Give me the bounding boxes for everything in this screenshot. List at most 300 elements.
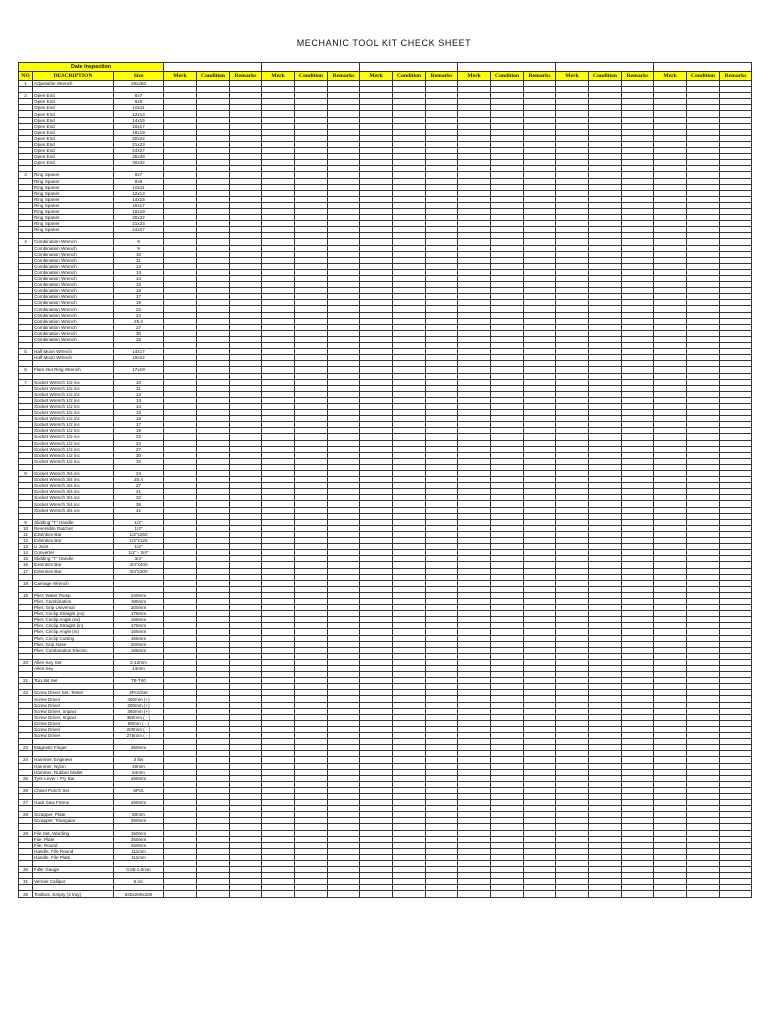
cell-description: Scrapper, Plate: [33, 812, 114, 818]
cell-description: Socket Wrench 1/2 inc: [33, 403, 114, 409]
cell-description: Flare Nut Ring Wrench: [33, 367, 114, 373]
cell-size: 25.4: [114, 477, 164, 483]
cell-description: Tyre Lever / Pry Bar: [33, 775, 114, 781]
cell-size: 30x32: [114, 160, 164, 166]
cell-size: 30: [114, 330, 164, 336]
cell-size: 14x15: [114, 117, 164, 123]
cell-description: Screw Driver: [33, 720, 114, 726]
cell-description: File Set, Warding: [33, 830, 114, 836]
col-header-condition: Condition: [589, 72, 622, 81]
cell-size: 11: [114, 257, 164, 263]
cell-description: Plier, Circlip Straight (ex): [33, 611, 114, 617]
cell-size: 3/4"x200: [114, 568, 164, 574]
cell-size: 12x13: [114, 111, 164, 117]
cell-description: Open End: [33, 154, 114, 160]
cell-no: 3: [19, 172, 33, 178]
cell-no: 27: [19, 800, 33, 806]
col-header-remarks: Remarks: [328, 72, 360, 81]
cell-size: 200mm (+): [114, 702, 164, 708]
cell-size: 8x9: [114, 99, 164, 105]
cell-remarks-entry[interactable]: [230, 891, 262, 897]
cell-description: Socket Wrench 1/2 inc: [33, 397, 114, 403]
cell-merk-entry[interactable]: [654, 891, 687, 897]
cell-description: Combination Wrench: [33, 257, 114, 263]
cell-size: 185mm: [114, 598, 164, 604]
cell-remarks-entry[interactable]: [720, 891, 752, 897]
cell-size: 3 lbs: [114, 757, 164, 763]
col-header-condition: Condition: [295, 72, 328, 81]
cell-size: 6 inc: [114, 879, 164, 885]
date-inspection-field[interactable]: [556, 63, 654, 72]
cell-description: Ring Spaner: [33, 215, 114, 221]
cell-description: Combination Wrench: [33, 288, 114, 294]
cell-description: Converter: [33, 550, 114, 556]
cell-size: 1/2" - 3/4": [114, 550, 164, 556]
cell-size: 3/4": [114, 556, 164, 562]
cell-description: Combination Wrench: [33, 336, 114, 342]
cell-description: Combination Wrench: [33, 324, 114, 330]
cell-size: 14x15: [114, 196, 164, 202]
cell-size: 11: [114, 385, 164, 391]
cell-size: 18x19: [114, 208, 164, 214]
cell-merk-entry[interactable]: [262, 891, 295, 897]
cell-description: Open End: [33, 93, 114, 99]
cell-size: 50mm: [114, 812, 164, 818]
cell-size: 2Pcs/Set: [114, 690, 164, 696]
cell-description: Socket Wrench 1/2 inc: [33, 428, 114, 434]
cell-description: Combination Wrench: [33, 318, 114, 324]
cell-size: 200mm: [114, 641, 164, 647]
cell-description: Plier, Combination: [33, 598, 114, 604]
col-header-condition: Condition: [197, 72, 230, 81]
cell-size: 16: [114, 416, 164, 422]
cell-size: 28x250: [114, 81, 164, 87]
cell-size: 14mm: [114, 666, 164, 672]
col-header-merk: Merk: [262, 72, 295, 81]
cell-description: Open End: [33, 148, 114, 154]
cell-no: 10: [19, 525, 33, 531]
cell-no: 2: [19, 93, 33, 99]
cell-size: 24: [114, 440, 164, 446]
cell-description: Plier, Water Pump: [33, 592, 114, 598]
cell-size: 12x13: [114, 190, 164, 196]
col-header-no: NO: [19, 72, 33, 81]
cell-description: Adjustable Wrench: [33, 81, 114, 87]
cell-size: 2-12mm: [114, 659, 164, 665]
col-header-condition: Condition: [687, 72, 720, 81]
cell-description: Plier, Circlip Cutting: [33, 635, 114, 641]
cell-size: 24x27: [114, 148, 164, 154]
cell-condition-entry[interactable]: [197, 891, 230, 897]
date-inspection-field[interactable]: [262, 63, 360, 72]
cell-description: Combination Wrench: [33, 306, 114, 312]
cell-size: 1/2": [114, 544, 164, 550]
cell-description: U Joint: [33, 544, 114, 550]
cell-description: Half Moon Wrench: [33, 355, 114, 361]
cell-size: 22: [114, 306, 164, 312]
cell-description: Combination Wrench: [33, 263, 114, 269]
cell-description: Screw Driver: [33, 696, 114, 702]
col-header-merk: Merk: [458, 72, 491, 81]
col-header-remarks: Remarks: [720, 72, 752, 81]
cell-description: Plier, Grip Nose: [33, 641, 114, 647]
cell-condition-entry[interactable]: [491, 891, 524, 897]
date-inspection-label: Date Inspection: [19, 63, 164, 72]
cell-size: 24: [114, 312, 164, 318]
col-header-description: DESCRIPTION: [33, 72, 114, 81]
cell-no: 14: [19, 550, 33, 556]
cell-description: Socket Wrench 3/4 inc: [33, 507, 114, 513]
cell-description: Slidding "T" Handle: [33, 519, 114, 525]
cell-condition-entry[interactable]: [393, 891, 426, 897]
cell-description: Hammer, Nylon: [33, 763, 114, 769]
cell-description: Screw Driver Set, Tester: [33, 690, 114, 696]
cell-description: Socket Wrench 1/2 inc: [33, 458, 114, 464]
cell-description: Combination Wrench: [33, 300, 114, 306]
cell-size: 175mm: [114, 623, 164, 629]
cell-merk-entry[interactable]: [556, 891, 589, 897]
cell-size: 32: [114, 336, 164, 342]
cell-size: 8x9: [114, 178, 164, 184]
cell-size: 175mm: [114, 611, 164, 617]
cell-size: 10x11: [114, 184, 164, 190]
cell-no: 23: [19, 745, 33, 751]
cell-description: Extention Bar: [33, 562, 114, 568]
cell-size: 16x17: [114, 123, 164, 129]
cell-size: 6x7: [114, 93, 164, 99]
cell-description: Open End: [33, 129, 114, 135]
cell-size: 111mm: [114, 854, 164, 860]
cell-description: Filler Gauge: [33, 867, 114, 873]
cell-description: Plier, Combination Electric: [33, 647, 114, 653]
cell-description: Combination Wrench: [33, 312, 114, 318]
cell-description: Plier, Circlip Angle (ex): [33, 617, 114, 623]
cell-size: 165mm: [114, 617, 164, 623]
cell-size: 8: [114, 239, 164, 245]
cell-no: 28: [19, 812, 33, 818]
cell-size: 24: [114, 471, 164, 477]
cell-size: 450mm: [114, 775, 164, 781]
table-row: [19, 891, 752, 897]
cell-description: Ring Spaner: [33, 184, 114, 190]
cell-size: 111mm: [114, 848, 164, 854]
cell-size: 17: [114, 422, 164, 428]
cell-description: Ring Spaner: [33, 178, 114, 184]
cell-no: 8: [19, 471, 33, 477]
cell-size: 24x27: [114, 227, 164, 233]
cell-description: Extention Bar: [33, 568, 114, 574]
cell-size: 16: [114, 288, 164, 294]
cell-description: Socket Wrench 1/2 inc: [33, 434, 114, 440]
cell-description: Open End: [33, 111, 114, 117]
cell-size: 22: [114, 434, 164, 440]
col-header-size: Size: [114, 72, 164, 81]
header-row-columns: [19, 72, 752, 81]
cell-description: File, Plate: [33, 836, 114, 842]
cell-description: Open End: [33, 141, 114, 147]
cell-size: 250mm: [114, 836, 164, 842]
cell-description: Carriage Wrench: [33, 580, 114, 586]
cell-no: 21: [19, 678, 33, 684]
cell-description: Socket Wrench 1/2 inc: [33, 379, 114, 385]
cell-no: 17: [19, 568, 33, 574]
cell-description: Ring Spaner: [33, 172, 114, 178]
cell-description: Extention Bar: [33, 531, 114, 537]
cell-description: Open End: [33, 123, 114, 129]
cell-size: 21x23: [114, 221, 164, 227]
cell-description: Socket Wrench 1/2 inc: [33, 446, 114, 452]
cell-description: Allen Key: [33, 666, 114, 672]
cell-no: 32: [19, 891, 33, 897]
cell-size: 275mm ( - ): [114, 733, 164, 739]
cell-description: Open End: [33, 105, 114, 111]
cell-size: 1/2": [114, 525, 164, 531]
cell-description: Open End: [33, 117, 114, 123]
cell-description: Handle, File Round: [33, 848, 114, 854]
cell-no: 20: [19, 659, 33, 665]
cell-description: Hack Saw Frame: [33, 800, 114, 806]
cell-description: Socket Wrench 3/4 inc: [33, 471, 114, 477]
cell-description: Toolbox, Empty (3 tray): [33, 891, 114, 897]
cell-description: Slidding "T" Handle: [33, 556, 114, 562]
date-inspection-field[interactable]: [164, 63, 262, 72]
cell-size: 17: [114, 294, 164, 300]
cell-size: 450mm: [114, 800, 164, 806]
cell-size: 40mm: [114, 763, 164, 769]
cell-no: 25: [19, 775, 33, 781]
cell-size: 6Pcs: [114, 787, 164, 793]
col-header-condition: Condition: [491, 72, 524, 81]
cell-size: 13: [114, 397, 164, 403]
cell-no: 29: [19, 830, 33, 836]
cell-description: Screw Driver, Impact: [33, 714, 114, 720]
cell-description: Combination Wrench: [33, 269, 114, 275]
cell-description: Socket Wrench 3/4 inc: [33, 495, 114, 501]
cell-size: 20x22: [114, 215, 164, 221]
cell-description: Scrapper, Triangular: [33, 818, 114, 824]
cell-size: 450mm: [114, 745, 164, 751]
cell-description: Socket Wrench 1/2 inc: [33, 440, 114, 446]
cell-size: 27: [114, 324, 164, 330]
cell-size: 200mm: [114, 605, 164, 611]
cell-no: 11: [19, 531, 33, 537]
cell-size: 17x19: [114, 367, 164, 373]
cell-description: Plier, Circlip Straight (in): [33, 623, 114, 629]
cell-description: Combination Wrench: [33, 294, 114, 300]
cell-remarks-entry[interactable]: [524, 891, 556, 897]
cell-no: 24: [19, 757, 33, 763]
col-header-merk: Merk: [164, 72, 197, 81]
cell-no: 4: [19, 239, 33, 245]
cell-description: Socket Wrench 3/4 inc: [33, 483, 114, 489]
col-header-remarks: Remarks: [524, 72, 556, 81]
cell-size: T8-T40: [114, 678, 164, 684]
check-sheet-table: [18, 62, 752, 898]
cell-remarks-entry[interactable]: [328, 891, 360, 897]
cell-no: 1: [19, 81, 33, 87]
cell-description: Half Moon Wrench: [33, 349, 114, 355]
cell-description: Socket Wrench 1/2 inc: [33, 422, 114, 428]
cell-merk-entry[interactable]: [458, 891, 491, 897]
cell-description: Ring Spaner: [33, 202, 114, 208]
cell-size: 10: [114, 379, 164, 385]
cell-description: Ring Spaner: [33, 208, 114, 214]
cell-size: 25.4: [114, 318, 164, 324]
cell-size: 32: [114, 495, 164, 501]
cell-size: 14: [114, 276, 164, 282]
cell-no: 18: [19, 580, 33, 586]
cell-description: Combination Wrench: [33, 282, 114, 288]
col-header-remarks: Remarks: [230, 72, 262, 81]
cell-no: 6: [19, 367, 33, 373]
cell-size: 10x11: [114, 105, 164, 111]
cell-size: 12: [114, 391, 164, 397]
cell-no: 13: [19, 544, 33, 550]
cell-size: 185mm: [114, 647, 164, 653]
date-inspection-field[interactable]: [458, 63, 556, 72]
cell-description: Allen Key Set: [33, 659, 114, 665]
cell-size: 1/2"x125: [114, 538, 164, 544]
cell-size: 16x17: [114, 202, 164, 208]
cell-size: 360mm ( - ): [114, 714, 164, 720]
cell-description: Ring Spaner: [33, 227, 114, 233]
cell-description: Socket Wrench 1/2 inc: [33, 385, 114, 391]
cell-size: 360mm (+): [114, 708, 164, 714]
cell-no: 31: [19, 879, 33, 885]
cell-condition-entry[interactable]: [589, 891, 622, 897]
cell-size: 36: [114, 501, 164, 507]
cell-description: Combination Wrench: [33, 245, 114, 251]
cell-size: 54mm: [114, 769, 164, 775]
col-header-merk: Merk: [360, 72, 393, 81]
cell-description: File, Round: [33, 842, 114, 848]
cell-description: Open End: [33, 135, 114, 141]
cell-size: 10: [114, 251, 164, 257]
cell-size: 20x22: [114, 135, 164, 141]
col-header-condition: Condition: [393, 72, 426, 81]
cell-description: Magnetic Finger: [33, 745, 114, 751]
cell-description: Screw Driver: [33, 702, 114, 708]
cell-description: Socket Wrench 1/2 inc: [33, 452, 114, 458]
cell-size: 41: [114, 507, 164, 513]
cell-size: 165mm: [114, 629, 164, 635]
cell-size: 12: [114, 263, 164, 269]
date-inspection-field[interactable]: [654, 63, 752, 72]
cell-no: 26: [19, 787, 33, 793]
date-inspection-field[interactable]: [360, 63, 458, 72]
cell-size: 32: [114, 458, 164, 464]
cell-description: Plier, Grip Universal: [33, 605, 114, 611]
cell-remarks-entry[interactable]: [622, 891, 654, 897]
cell-no: 22: [19, 690, 33, 696]
cell-size: 41: [114, 489, 164, 495]
cell-description: Extention Bar: [33, 538, 114, 544]
cell-size: 150mm: [114, 830, 164, 836]
cell-size: 1/2": [114, 519, 164, 525]
cell-size: 25x28: [114, 154, 164, 160]
cell-size: 3/4"x400: [114, 562, 164, 568]
cell-size: 14: [114, 403, 164, 409]
col-header-merk: Merk: [654, 72, 687, 81]
cell-description: Chisel Punch Set: [33, 787, 114, 793]
cell-size: 30: [114, 452, 164, 458]
cell-size: 240mm: [114, 592, 164, 598]
cell-description: Open End: [33, 99, 114, 105]
cell-no: 16: [19, 562, 33, 568]
cell-description: Socket Wrench 1/2 inc: [33, 391, 114, 397]
cell-description: Open End: [33, 160, 114, 166]
header-row-date: [19, 63, 752, 72]
cell-size: 27: [114, 483, 164, 489]
col-header-remarks: Remarks: [622, 72, 654, 81]
cell-description: Combination Wrench: [33, 330, 114, 336]
cell-size: 13: [114, 269, 164, 275]
cell-description: Torx Bit Set: [33, 678, 114, 684]
cell-description: Combination Wrench: [33, 251, 114, 257]
cell-remarks-entry[interactable]: [426, 891, 458, 897]
cell-size: 15: [114, 282, 164, 288]
cell-condition-entry[interactable]: [687, 891, 720, 897]
cell-description: Reversible Ratchet: [33, 525, 114, 531]
cell-description: Plier, Circlip Angle (in): [33, 629, 114, 635]
cell-description: Ring Spaner: [33, 196, 114, 202]
cell-description: Screw Driver: [33, 726, 114, 732]
cell-size: 15: [114, 410, 164, 416]
cell-description: Ring Spaner: [33, 190, 114, 196]
cell-no: 19: [19, 592, 33, 598]
cell-size: 300mm (+): [114, 696, 164, 702]
cell-size: 530x200x200: [114, 891, 164, 897]
cell-description: Socket Wrench 3/4 inc: [33, 489, 114, 495]
cell-merk-entry[interactable]: [360, 891, 393, 897]
cell-no: 12: [19, 538, 33, 544]
cell-description: Hammer, Rubber Mallet: [33, 769, 114, 775]
cell-description: Handle, File Plate: [33, 854, 114, 860]
cell-size: 19x22: [114, 355, 164, 361]
col-header-remarks: Remarks: [426, 72, 458, 81]
cell-no: 5: [19, 349, 33, 355]
cell-description: Screw Driver, Impact: [33, 708, 114, 714]
cell-size: 200mm ( - ): [114, 726, 164, 732]
cell-description: Ring Spaner: [33, 221, 114, 227]
cell-description: Combination Wrench: [33, 276, 114, 282]
cell-size: 165mm: [114, 635, 164, 641]
cell-description: Socket Wrench 1/2 inc: [33, 416, 114, 422]
cell-description: Screw Driver: [33, 733, 114, 739]
cell-description: Socket Wrench 3/4 inc: [33, 477, 114, 483]
cell-no: 9: [19, 519, 33, 525]
cell-size: 6x7: [114, 172, 164, 178]
cell-size: 14x17: [114, 349, 164, 355]
cell-size: 250mm: [114, 842, 164, 848]
cell-size: 0.05-1.0mm: [114, 867, 164, 873]
cell-size: 1/2"x250: [114, 531, 164, 537]
cell-size: 19: [114, 428, 164, 434]
cell-size: 21x23: [114, 141, 164, 147]
cell-size: 9: [114, 245, 164, 251]
cell-merk-entry[interactable]: [164, 891, 197, 897]
cell-size: 80mm ( - ): [114, 720, 164, 726]
cell-size: 19: [114, 300, 164, 306]
page-title: MECHANIC TOOL KIT CHECK SHEET: [296, 38, 472, 48]
cell-size: 250mm: [114, 818, 164, 824]
cell-description: Hammer, Engineer: [33, 757, 114, 763]
cell-description: Combination Wrench: [33, 239, 114, 245]
cell-size: 18x19: [114, 129, 164, 135]
cell-condition-entry[interactable]: [295, 891, 328, 897]
cell-description: Socket Wrench 3/4 inc: [33, 501, 114, 507]
cell-description: Socket Wrench 1/2 inc: [33, 410, 114, 416]
